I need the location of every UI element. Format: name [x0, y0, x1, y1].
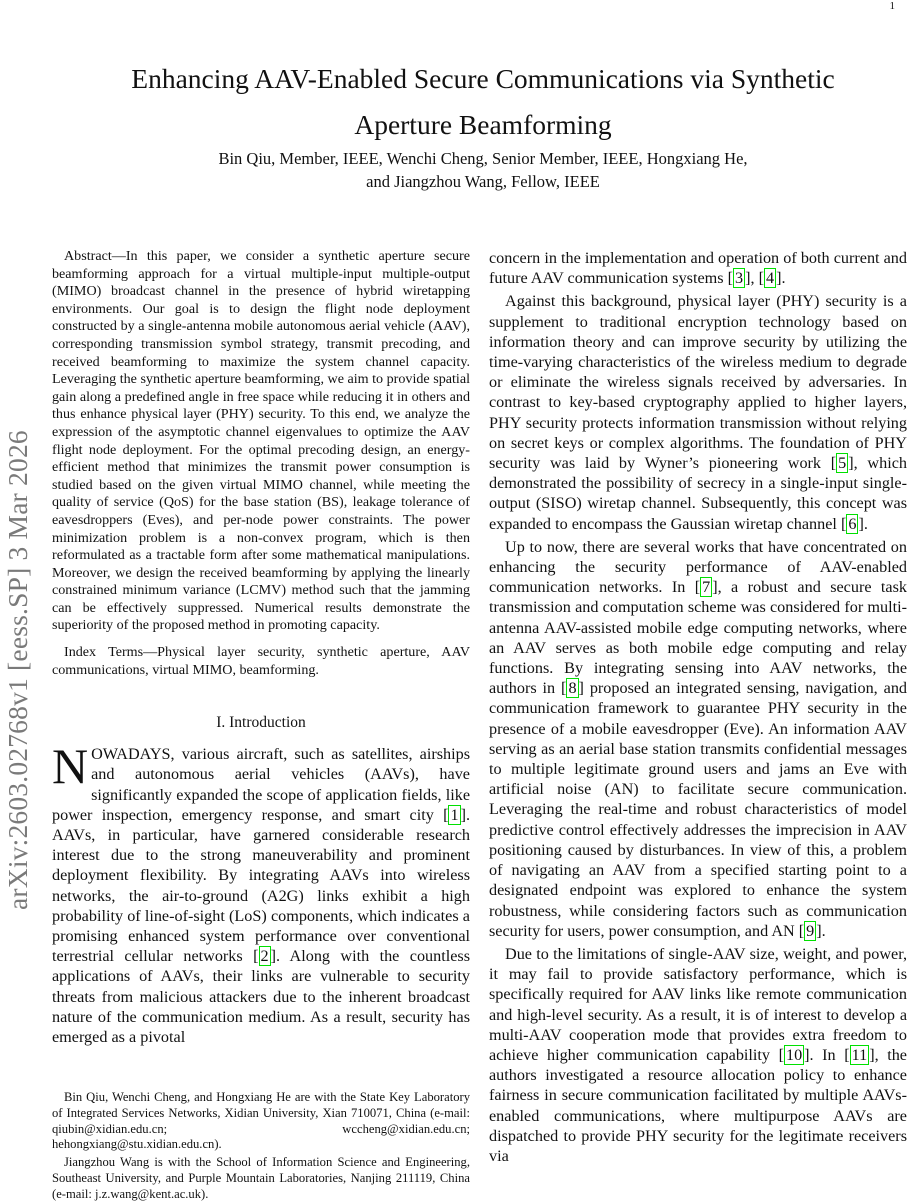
paragraph-continued: concern in the implementation and operation of both current and future AAV communication systems [ 3 ], [ 4 ].: [489, 249, 907, 288]
section-heading: I. Introduction: [216, 714, 306, 732]
footnotes: [52, 1090, 470, 1203]
drop-cap: N: [52, 738, 89, 795]
paragraph-multi-aav: Due to the limitations of single-AAV size, weight, and power, it may fail to provide satisfactory performance, which is specifically required for AAV links like remote communication and high-level security. As a result, it is of interest to develop a multi-AAV cooperation mode that provides extra freedom to achieve higher communication capability [ 10 ]. In [ 11 ], the authors investigated a resource allocation policy to enhance fairness in secure communication facilitated by multiple AAVs-enabled communications, where multipurpose AAVs are dispatched to provide PHY security for the legitimate receivers via: [489, 944, 907, 1165]
citation-link[interactable]: 9: [806, 921, 815, 940]
arxiv-identifier: arXiv:2603.02768v1 [eess.SP] 3 Mar 2026: [2, 430, 33, 910]
paragraph-related-work: Up to now, there are several works that have concentrated on enhancing the security performance of AAV-enabled communication networks. In [ 7 ], a robust and secure task transmission and computation scheme was considered for multi-antenna AAV-assisted mobile edge computing networks, where an AAV serves as both mobile edge computing and relay functions. By integrating sensing into AAV networks, the authors in [ 8 ] proposed an integrated sensing, navigation, and communication framework to guarantee PHY security in the presence of a mobile eavesdropper (Eve). An information AAV serving as an aerial base station transmits confidential messages to multiple legitimate ground users and jams an Eve with artificial noise (AN) to facilitate secure communication. Leveraging the real-time and robust characteristics of model predictive control effectively addresses the imprecision in AAV positioning caused by disturbances. In view of this, a problem of navigating an AAV from a specified starting point to a designated endpoint was explored to enhance the system robustness, while considering factors such as communication security for users, power consumption, and AN [ 9 ].: [489, 537, 907, 940]
index-terms: Index Terms—Physical layer security, synthetic aperture, AAV communications, virtual MIMO, beamforming.: [52, 644, 470, 678]
title-line-1: Enhancing AAV-Enabled Secure Communications via Synthetic: [131, 63, 835, 94]
left-column: [52, 248, 470, 1047]
citation-link[interactable]: 10: [785, 1045, 803, 1064]
citation-link[interactable]: 8: [568, 679, 577, 698]
citation-link[interactable]: 7: [702, 578, 711, 597]
authors-line-1: Bin Qiu, Member, IEEE, Wenchi Cheng, Senior Member, IEEE, Hongxiang He,: [218, 149, 748, 168]
paper-title: [60, 56, 906, 148]
authors-line-2: and Jiangzhou Wang, Fellow, IEEE: [366, 172, 600, 191]
citation-link[interactable]: 1: [450, 805, 459, 824]
title-line-2: Aperture Beamforming: [354, 109, 612, 140]
right-column: [489, 248, 907, 1166]
abstract: Abstract—In this paper, we consider a synthetic aperture secure beamforming approach for a virtual multiple-input multiple-output (MIMO) broadcast channel in the presence of hybrid wiretapping environments. Our goal is to design the flight node deployment constructed by a single-antenna mobile autonomous aerial vehicle (AAV), corresponding transmission symbol strategy, transmit precoding, and received beamforming to maximize the system channel capacity. Leveraging the synthetic aperture beamforming, we aim to provide spatial gain along a predefined angle in free space while reducing it in others and thus enhance physical layer (PHY) security. To this end, we analyze the expression of the asymptotic channel eigenvalues to optimize the AAV flight node deployment. For the optimal precoding design, an energy-efficient method that minimizes the transmit power consumption is studied based on the given virtual MIMO channel, while meeting the quality of service (QoS) for the base station (BS), leakage tolerance of eavesdroppers (Eves), and per-node power constraints. The power minimization problem is a non-convex program, which is then reformulated as a tractable form after some mathematical manipulations. Moreover, we design the received beamforming by applying the linearly constrained minimum variance (LCMV) method such that the jamming can be effectively suppressed. Numerical results demonstrate the superiority of the proposed method in promoting capacity.: [52, 248, 470, 634]
page-number: 1: [889, 0, 895, 12]
citation-link[interactable]: 2: [260, 947, 269, 966]
author-list: [60, 147, 906, 193]
intro-paragraph: NOWADAYS, various aircraft, such as satellites, airships and autonomous aerial vehicles (AAVs), have significantly expanded the scope of application fields, like power inspection, emergency response, and smart city [ 1 ]. AAVs, in particular, have garnered considerable research interest due to the strong maneuverability and prominent deployment flexibility. By integrating AAVs into wireless networks, the air-to-ground (A2G) links exhibit a high probability of line-of-sight (LoS) components, which indicates a promising enhanced system performance over conventional terrestrial cellular networks [ 2 ]. Along with the countless applications of AAVs, their links are vulnerable to security threats from malicious attackers due to the inherent broadcast nature of the communication medium. As a result, security has emerged as a pivotal: [52, 738, 471, 1047]
citation-link[interactable]: 5: [838, 454, 847, 473]
citation-link[interactable]: 6: [848, 514, 857, 533]
footnote-affiliation-2: Jiangzhou Wang is with the School of Information Science and Engineering, Southeast University, and Purple Mountain Laboratories, Nanjing 211119, China (e-mail: j.z.wang@kent.ac.uk).: [52, 1155, 470, 1201]
citation-link[interactable]: 4: [765, 269, 775, 288]
citation-link[interactable]: 3: [735, 269, 744, 288]
citation-link[interactable]: 11: [851, 1045, 868, 1064]
footnote-affiliation-1: Bin Qiu, Wenchi Cheng, and Hongxiang He are with the State Key Laboratory of Integrated Services Networks, Xidian University, Xian 710071, China (e-mail: qiubin@xidian.edu.cn; wccheng@xidian.edu.cn; hehongxiang@stu.xidian.edu.cn).: [52, 1090, 470, 1152]
paragraph-phy-security: Against this background, physical layer (PHY) security is a supplement to traditional encryption technology based on information theory and can improve security by utilizing the time-varying characteristics of the wireless medium to degrade or eliminate the wireless signals received by adversaries. In contrast to key-based cryptography applied to higher layers, PHY security protects information transmission without relying on secret keys or complex algorithms. The foundation of PHY security was laid by Wyner’s pioneering work [ 5 ], which demonstrated the possibility of secrecy in a single-input single-output (SISO) wiretap channel. Subsequently, this concept was expanded to encompass the Gaussian wiretap channel [ 6 ].: [489, 292, 907, 533]
